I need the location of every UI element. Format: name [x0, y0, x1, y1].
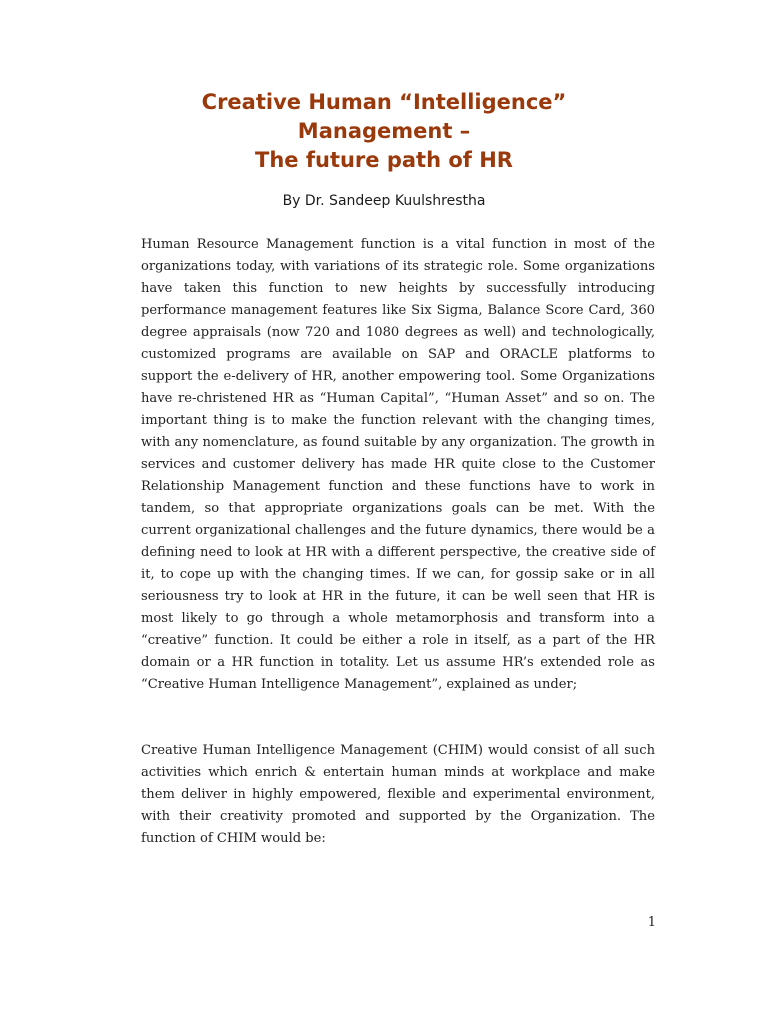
body-paragraph-2: Creative Human Intelligence Management (CHIM) would consist of all such activities which enrich & entertain human minds at workplace and make them deliver in highly empowered, flexible and experimental environment, with their creativity promoted and supported by the Organization. The function of CHIM would be:	[141, 743, 655, 846]
author-byline: By Dr. Sandeep Kuulshrestha	[282, 193, 486, 209]
document-title	[100, 88, 668, 175]
title-line-2: Management –	[297, 119, 471, 143]
page-number: 1	[647, 915, 656, 930]
title-line-1: Creative Human “Intelligence”	[201, 90, 567, 114]
body-paragraph-1: Human Resource Management function is a vital function in most of the organizations today, with variations of its strategic role. Some organizations have taken this function to new heights by successfully introducing performance management features like Six Sigma, Balance Score Card, 360 degree appraisals (now 720 and 1080 degrees as well) and technologically, customized programs are available on SAP and ORACLE platforms to support the e-delivery of HR, another empowering tool. Some Organizations have re-christened HR as “Human Capital”, “Human Asset” and so on. The important thing is to make the function relevant with the changing times, with any nomenclature, as found suitable by any organization. The growth in services and customer delivery has made HR quite close to the Customer Relationship Management function and these functions have to work in tandem, so that appropriate organizations goals can be met. With the current organizational challenges and the future dynamics, there would be a defining need to look at HR with a different perspective, the creative side of it, to cope up with the changing times. If we can, for gossip sake or in all seriousness try to look at HR in the future, it can be well seen that HR is most likely to go through a whole metamorphosis and transform into a “creative” function. It could be either a role in itself, as a part of the HR domain or a HR function in totality. Let us assume HR’s extended role as “Creative Human Intelligence Management”, explained as under;	[141, 237, 655, 692]
title-line-3: The future path of HR	[255, 148, 513, 172]
